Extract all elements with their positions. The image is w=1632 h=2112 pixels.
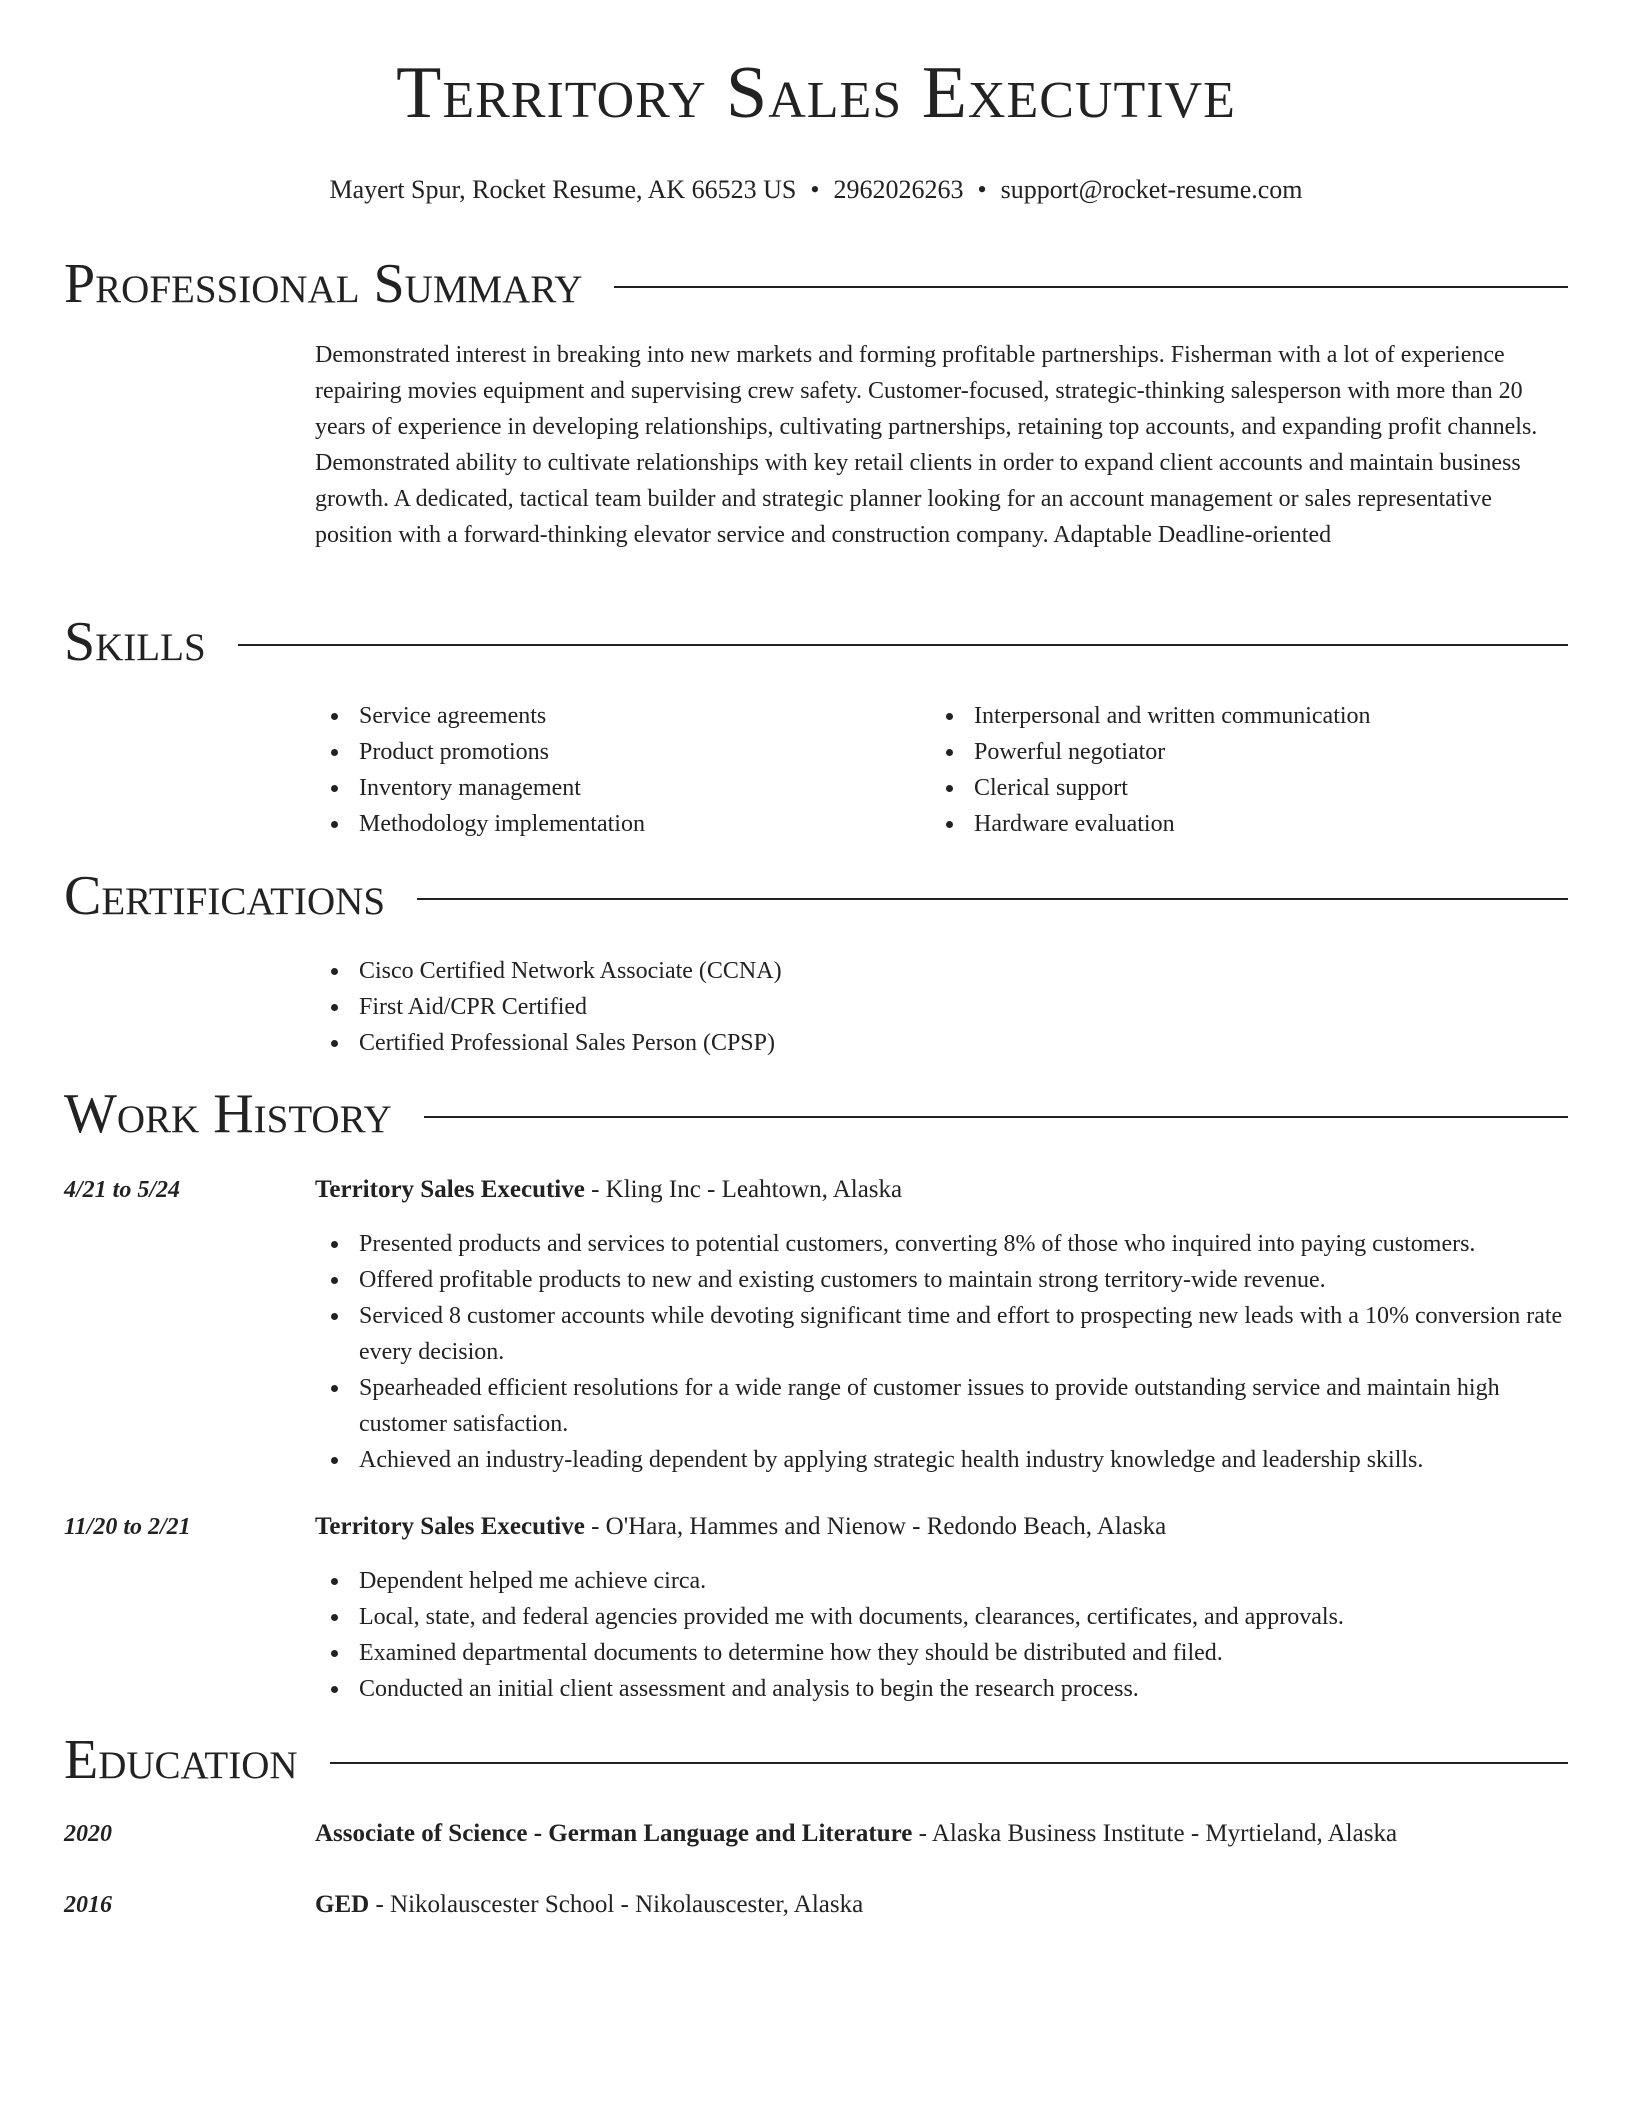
resume-title: Territory Sales Executive [396, 52, 1236, 134]
skill-item: Hardware evaluation [930, 806, 1568, 842]
section-header-work-history [64, 1083, 1568, 1145]
job-bullet: Conducted an initial client assessment and analysis to begin the research process. [315, 1671, 1568, 1707]
job-heading [315, 1172, 1568, 1208]
job-bullet: Presented products and services to potential customers, converting 8% of those who inquired into paying customers. [315, 1226, 1568, 1262]
certification-item: Certified Professional Sales Person (CPSP) [315, 1025, 1568, 1061]
education-year: 2020 [64, 1821, 112, 1847]
job-bullet: Spearheaded efficient resolutions for a wide range of customer issues to provide outstanding service and maintain high customer satisfaction. [315, 1370, 1568, 1442]
section-header-education [64, 1729, 1568, 1791]
section-header-summary [64, 253, 1568, 315]
education-year: 2016 [64, 1892, 112, 1918]
job-company: - Kling Inc - Leahtown, Alaska [584, 1176, 903, 1203]
section-title-work-history: Work History [64, 1083, 392, 1145]
education-school: - Nikolauscester School - Nikolauscester, Alaska [369, 1891, 864, 1918]
summary-text: Demonstrated interest in breaking into new markets and forming profitable partnerships. Fisherman with a lot of experience repairing movies equipment and supervising crew safety. Customer-focused, strategic-thinking salesperson with more than 20 years of experience in developing relationships, cultivating partnerships, retaining top accounts, and expanding profit channels. Demonstrated ability to cultivate relationships with key retail clients in order to expand client accounts and maintain business growth. A dedicated, tactical team builder and strategic planner looking for an account management or sales representative position with a forward-thinking elevator service and construction company. Adaptable Deadline-oriented [315, 342, 1538, 548]
job-title: Territory Sales Executive [315, 1513, 585, 1540]
skill-item: Service agreements [315, 698, 915, 734]
job-bullets [315, 1563, 1568, 1707]
education-entry [315, 1816, 1568, 1852]
job-bullet: Offered profitable products to new and existing customers to maintain strong territory-wide revenue. [315, 1262, 1568, 1298]
section-title-skills: Skills [64, 611, 206, 673]
contact-phone: 2962026263 [833, 175, 964, 204]
certification-item: First Aid/CPR Certified [315, 989, 1568, 1025]
contact-separator: • [977, 175, 987, 204]
section-divider [424, 1116, 1568, 1118]
skill-item: Inventory management [315, 770, 915, 806]
job-bullet: Dependent helped me achieve circa. [315, 1563, 1568, 1599]
job-company: - O'Hara, Hammes and Nienow - Redondo Beach, Alaska [584, 1513, 1167, 1540]
education-entry [315, 1887, 1568, 1923]
certification-item: Cisco Certified Network Associate (CCNA) [315, 953, 1568, 989]
education-degree: GED [315, 1891, 370, 1918]
certifications-list [315, 953, 1568, 1061]
section-divider [238, 644, 1568, 646]
section-divider [417, 898, 1568, 900]
section-title-certifications: Certifications [64, 865, 386, 927]
job-title: Territory Sales Executive [315, 1176, 585, 1203]
skills-column-right [930, 698, 1568, 842]
skill-item: Powerful negotiator [930, 734, 1568, 770]
section-header-skills [64, 611, 1568, 673]
skill-item: Product promotions [315, 734, 915, 770]
job-bullet: Local, state, and federal agencies provided me with documents, clearances, certificates, and approvals. [315, 1599, 1568, 1635]
job-dates: 4/21 to 5/24 [64, 1177, 181, 1203]
section-divider [330, 1762, 1568, 1764]
section-title-education: Education [64, 1729, 298, 1791]
education-school: - Alaska Business Institute - Myrtieland, Alaska [912, 1820, 1398, 1847]
section-title-summary: Professional Summary [64, 253, 583, 315]
education-degree: Associate of Science - German Language and Literature [315, 1820, 913, 1847]
section-header-certifications [64, 865, 1568, 927]
skill-item: Methodology implementation [315, 806, 915, 842]
job-heading [315, 1509, 1568, 1545]
job-dates: 11/20 to 2/21 [64, 1514, 191, 1540]
contact-address: Mayert Spur, Rocket Resume, AK 66523 US [329, 175, 797, 204]
skills-column-left [315, 698, 915, 842]
skill-item: Interpersonal and written communication [930, 698, 1568, 734]
job-bullet: Serviced 8 customer accounts while devoting significant time and effort to prospecting new leads with a 10% conversion rate every decision. [315, 1298, 1568, 1370]
skill-item: Clerical support [930, 770, 1568, 806]
contact-separator: • [810, 175, 820, 204]
job-bullet: Achieved an industry-leading dependent by applying strategic health industry knowledge and leadership skills. [315, 1442, 1568, 1478]
job-bullet: Examined departmental documents to determine how they should be distributed and filed. [315, 1635, 1568, 1671]
section-divider [614, 286, 1568, 288]
job-bullets [315, 1226, 1568, 1478]
contact-line [64, 174, 1568, 206]
contact-email: support@rocket-resume.com [1000, 175, 1303, 204]
